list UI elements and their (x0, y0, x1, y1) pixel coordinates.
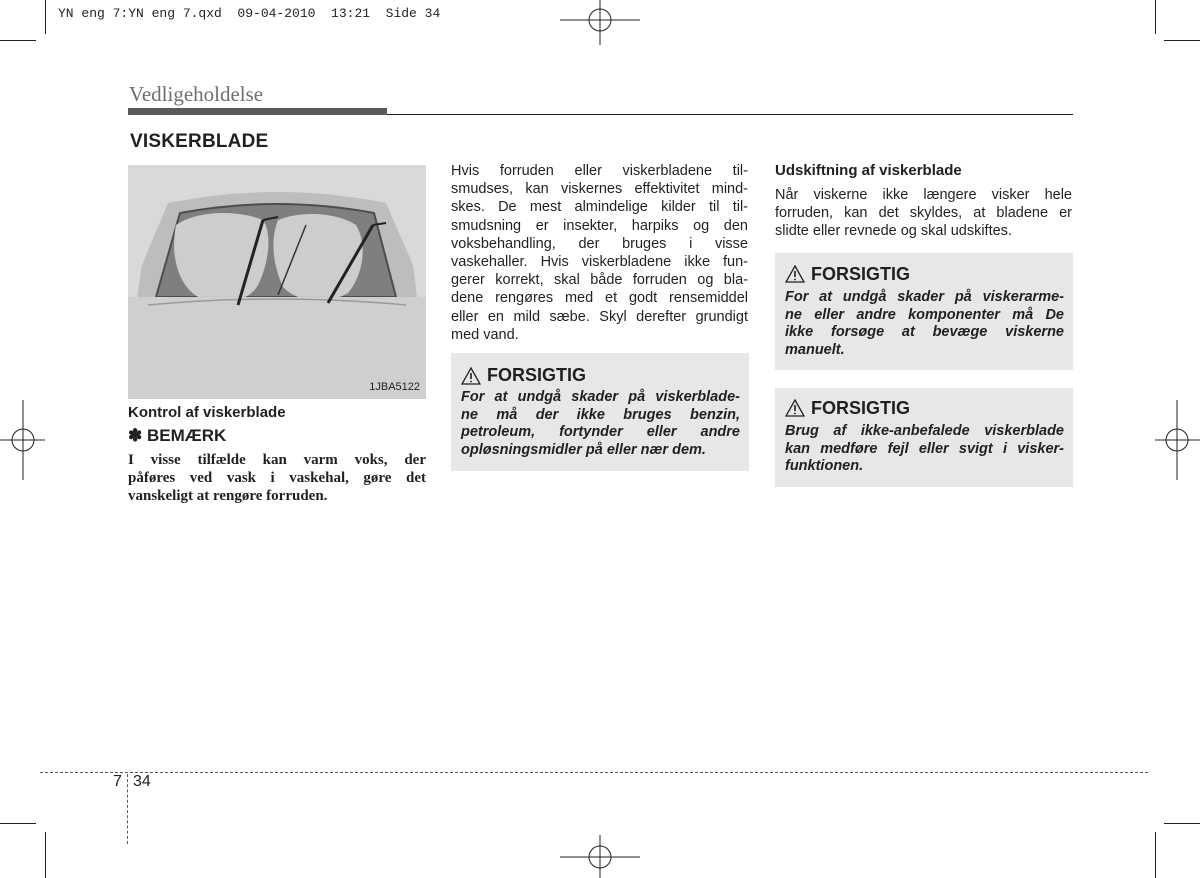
body-line: eller en mild sæbe. Skyl derefter grundigt (451, 308, 748, 325)
caution-box-solvents (451, 353, 749, 471)
crop-mark (1155, 0, 1156, 34)
check-wipers-heading: Kontrol af viskerblade (128, 404, 286, 421)
footer-rule (40, 772, 1148, 773)
caution-line: Brug af ikke-anbefalede viskerblade (785, 423, 1064, 439)
crop-mark (45, 832, 46, 878)
body-line: Når viskerne ikke længere visker hele (775, 187, 1072, 203)
note-line: vanskeligt at rengøre forruden. (128, 488, 328, 504)
windshield-figure (128, 165, 426, 399)
body-line: forruden, kan det skyldes, at bladene er (775, 205, 1072, 222)
caution-line: kan medføre fejl eller svigt i visker- (785, 440, 1064, 457)
body-line: gerer korrekt, skal både forruden og bla- (451, 272, 748, 289)
note-line: påføres ved vask i vaskehal, gøre det (128, 470, 426, 486)
crop-mark (45, 0, 46, 34)
warning-triangle-icon (461, 367, 481, 385)
caution-line: manuelt. (785, 341, 845, 358)
section-header: Vedligeholdelse (129, 82, 264, 106)
header-bar (128, 108, 387, 115)
caution-line: petroleum, fortynder eller andre (461, 424, 740, 440)
caution-text (461, 389, 740, 459)
figure-code: 1JBA5122 (369, 381, 420, 393)
print-slug: YN eng 7:YN eng 7.qxd 09-04-2010 13:21 Side 34 (58, 6, 441, 21)
windshield-wiper-illustration-icon (128, 165, 426, 399)
body-line: dene rengøres med et godt rensemiddel (451, 290, 748, 307)
page-number: 34 (133, 773, 151, 790)
registration-mark-icon (560, 835, 640, 878)
caution-box-non-recommended (775, 388, 1073, 487)
registration-mark-icon (0, 400, 45, 480)
body-line: smudsning er insekter, harpiks og den (451, 217, 748, 234)
warning-triangle-icon (785, 265, 805, 283)
note-line: I visse tilfælde kan varm voks, der (128, 452, 426, 468)
body-line: skes. De mest almindelige kilder til til- (451, 199, 748, 216)
crop-mark (1155, 832, 1156, 878)
caution-title: FORSIGTIG (811, 398, 910, 418)
page-number-separator (127, 774, 128, 844)
body-line: slidte eller revnede og skal udskiftes. (775, 223, 1012, 240)
crop-mark (1164, 40, 1200, 41)
body-line: voksbehandling, der bruges i visse (451, 235, 748, 252)
registration-mark-icon (560, 0, 640, 45)
caution-title: FORSIGTIG (811, 264, 910, 284)
wiper-body-text (451, 162, 748, 344)
replace-wipers-heading: Udskiftning af viskerblade (775, 162, 962, 179)
body-line: smudses, kan viskernes effektivitet mind- (451, 181, 748, 198)
crop-mark (1164, 823, 1200, 824)
caution-line: For at undgå skader på viskerarme- (785, 289, 1064, 305)
caution-box-wiper-arms (775, 253, 1073, 370)
caution-line: For at undgå skader på viskerblade- (461, 389, 740, 405)
caution-line: ne må der ikke bruges benzin, (461, 406, 740, 423)
warning-triangle-icon (785, 399, 805, 417)
caution-line: ne eller andre komponenter må De (785, 306, 1064, 323)
crop-mark (0, 40, 36, 41)
body-line: Hvis forruden eller viskerbladene til- (451, 163, 748, 179)
header-rule (387, 114, 1073, 115)
caution-line: ikke forsøge at bevæge viskerne (785, 324, 1064, 340)
note-label: ✽ BEMÆRK (128, 426, 227, 445)
caution-line: opløsningsmidler på eller nær dem. (461, 441, 706, 458)
note-text (128, 451, 426, 505)
replace-body-text (775, 186, 1072, 241)
body-line: vaskehaller. Hvis viskerbladene ikke fun- (451, 254, 748, 271)
page-title: VISKERBLADE (130, 131, 269, 152)
caution-text (785, 423, 1064, 476)
chapter-number: 7 (113, 773, 122, 790)
caution-title: FORSIGTIG (487, 365, 586, 385)
crop-mark (0, 823, 36, 824)
registration-mark-icon (1155, 400, 1200, 480)
body-line: med vand. (451, 326, 519, 343)
caution-line: funktionen. (785, 458, 864, 474)
caution-text (785, 289, 1064, 359)
